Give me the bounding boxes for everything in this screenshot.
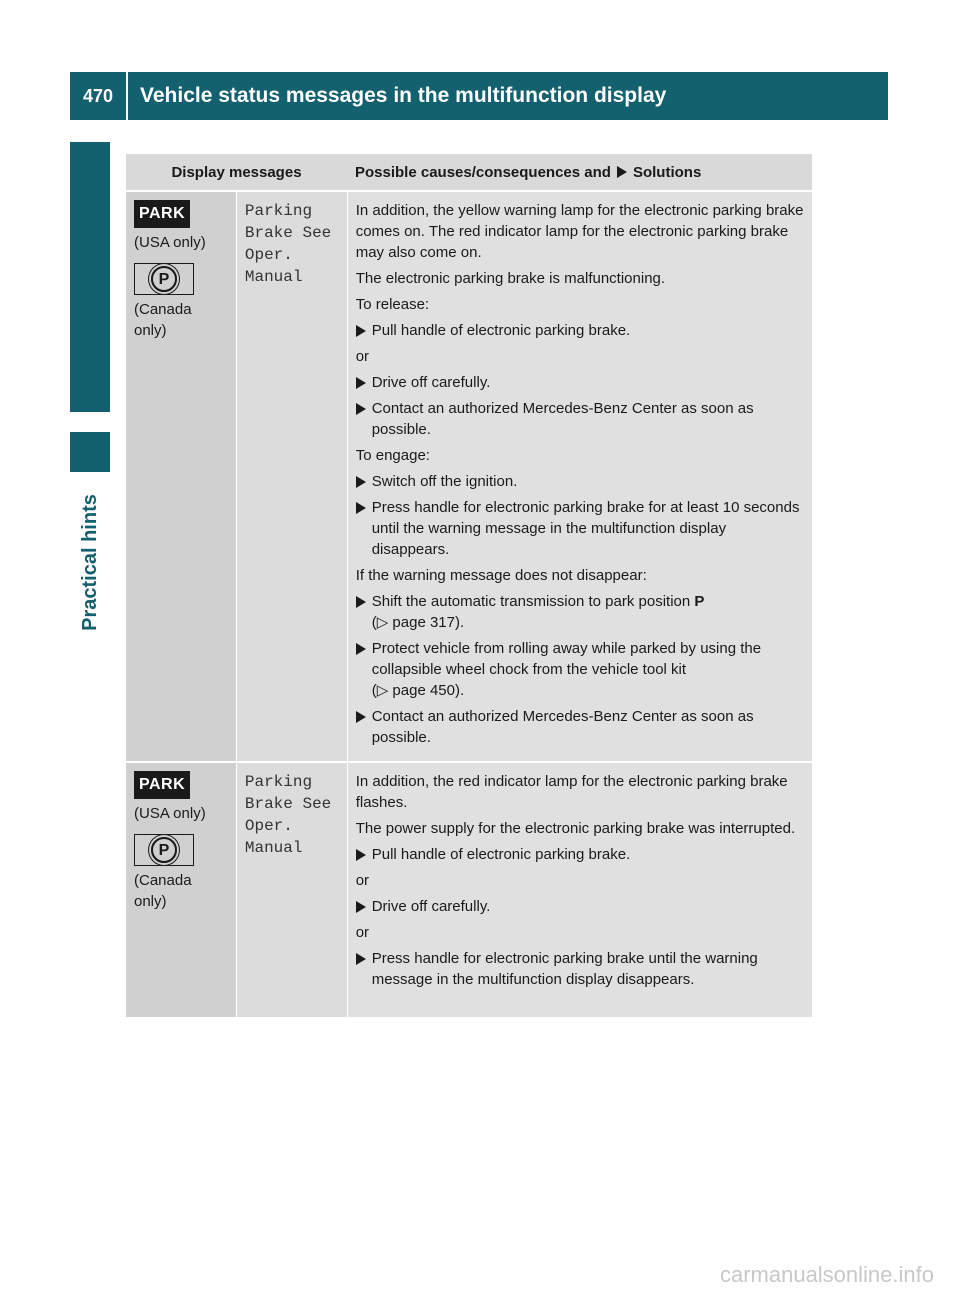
parking-brake-symbol: P xyxy=(151,837,177,863)
action-step xyxy=(356,471,804,492)
action-step-text xyxy=(372,471,804,492)
side-tab-label xyxy=(70,472,110,652)
side-tab-block xyxy=(70,142,110,412)
explanation-text: To release: xyxy=(355,296,430,313)
parking-brake-icon xyxy=(134,834,194,866)
action-step-body: Pull handle of electronic parking brake. xyxy=(371,322,631,339)
display-message-line: Oper. xyxy=(244,246,293,264)
action-step-text xyxy=(372,896,804,917)
explanation-text: The power supply for the electronic parking brake was interrupted. xyxy=(355,820,796,837)
explanation-text: In addition, the yellow warning lamp for the electronic parking brake comes on. The red indicator lamp for the electronic parking brake may also come on. xyxy=(355,202,804,261)
step-arrow-icon xyxy=(356,471,372,492)
col-header-causes xyxy=(347,154,812,190)
display-message-line: Oper. xyxy=(244,817,293,835)
display-message-line: Manual xyxy=(244,839,303,857)
step-arrow-icon xyxy=(356,948,372,990)
action-step-body: Press handle for electronic parking brake until the warning message in the multifunction display disappears. xyxy=(371,950,758,988)
step-arrow-icon xyxy=(356,896,372,917)
usa-only-note: (USA only) xyxy=(134,805,206,822)
step-arrow-icon xyxy=(356,844,372,865)
action-step-text xyxy=(372,706,804,748)
action-step xyxy=(356,372,804,393)
table-row xyxy=(126,761,812,1017)
display-message-line: Brake See xyxy=(244,224,332,242)
step-arrow-icon xyxy=(356,398,372,440)
display-message-cell xyxy=(237,763,347,1017)
causes-solutions-cell xyxy=(348,192,812,761)
park-indicator-icon: PARK xyxy=(134,771,190,799)
action-step xyxy=(356,706,804,748)
action-step-body: Contact an authorized Mercedes-Benz Center as soon as possible. xyxy=(371,400,754,438)
status-message-table xyxy=(126,154,812,1017)
display-message-line: Parking xyxy=(244,773,313,791)
display-message-line: Brake See xyxy=(244,795,332,813)
canada-only-note: (Canada only) xyxy=(134,301,192,339)
step-arrow-icon xyxy=(356,706,372,748)
step-arrow-icon xyxy=(356,320,372,341)
page-reference: (▷ page 317). xyxy=(371,614,465,631)
parking-brake-symbol: P xyxy=(151,266,177,292)
step-arrow-icon xyxy=(356,372,372,393)
explanation-text: or xyxy=(355,348,370,365)
explanation-text: The electronic parking brake is malfunctioning. xyxy=(355,270,666,287)
action-step-text xyxy=(372,591,804,633)
display-message-line: Parking xyxy=(244,202,313,220)
action-step xyxy=(356,948,804,990)
action-step-body: Pull handle of electronic parking brake. xyxy=(371,846,631,863)
explanation-text: or xyxy=(355,924,370,941)
action-step-body: Drive off carefully. xyxy=(371,898,491,915)
action-step-body: Contact an authorized Mercedes-Benz Center as soon as possible. xyxy=(371,708,754,746)
usa-only-note: (USA only) xyxy=(134,234,206,251)
page-title: Vehicle status messages in the multifunction display xyxy=(140,84,667,107)
action-step-text xyxy=(372,372,804,393)
display-message-cell xyxy=(237,192,347,761)
arrow-right-icon xyxy=(617,166,627,178)
table-header xyxy=(126,154,812,190)
action-step xyxy=(356,844,804,865)
action-step-body: Protect vehicle from rolling away while parked by using the collapsible wheel chock from the vehicle tool kit xyxy=(371,640,762,678)
col-header-causes-text: Possible causes/consequences and xyxy=(355,163,611,181)
action-step xyxy=(356,591,804,633)
causes-solutions-cell xyxy=(348,763,812,1017)
watermark: carmanualsonline.info xyxy=(719,1262,934,1287)
park-indicator-icon: PARK xyxy=(134,200,190,228)
side-tab-marker xyxy=(70,432,110,472)
canada-only-note: (Canada only) xyxy=(134,872,192,910)
display-message-line: Manual xyxy=(244,268,303,286)
action-step-text xyxy=(372,948,804,990)
col-header-solutions-text: Solutions xyxy=(632,163,702,181)
explanation-text: If the warning message does not disappear: xyxy=(355,567,647,584)
action-step-body: Shift the automatic transmission to park position xyxy=(371,593,691,610)
action-step-body: Switch off the ignition. xyxy=(371,473,518,490)
action-step-text xyxy=(372,638,804,701)
action-step-text xyxy=(372,497,804,560)
action-step xyxy=(356,398,804,440)
page-number: 470 xyxy=(82,85,114,106)
action-step-text xyxy=(372,844,804,865)
action-step xyxy=(356,896,804,917)
explanation-text: In addition, the red indicator lamp for the electronic parking brake flashes. xyxy=(355,773,788,811)
action-step xyxy=(356,320,804,341)
page-header xyxy=(70,72,888,120)
table-body xyxy=(126,190,812,1017)
explanation-text: or xyxy=(355,872,370,889)
page-reference: (▷ page 450). xyxy=(371,682,465,699)
step-arrow-icon xyxy=(356,591,372,633)
action-step xyxy=(356,638,804,701)
display-icons-cell xyxy=(126,192,236,761)
step-arrow-icon xyxy=(356,638,372,701)
action-step-body: Press handle for electronic parking brake for at least 10 seconds until the warning message in the multifunction display disappears. xyxy=(371,499,800,558)
col-header-display: Display messages xyxy=(171,163,302,181)
display-icons-cell xyxy=(126,763,236,1017)
table-row xyxy=(126,190,812,761)
action-step xyxy=(356,497,804,560)
explanation-text: To engage: xyxy=(355,447,430,464)
step-arrow-icon xyxy=(356,497,372,560)
section-label: Practical hints xyxy=(78,493,101,631)
action-step-text xyxy=(372,398,804,440)
park-position-label: P xyxy=(694,593,705,610)
parking-brake-icon xyxy=(134,263,194,295)
action-step-body: Drive off carefully. xyxy=(371,374,491,391)
action-step-text xyxy=(372,320,804,341)
